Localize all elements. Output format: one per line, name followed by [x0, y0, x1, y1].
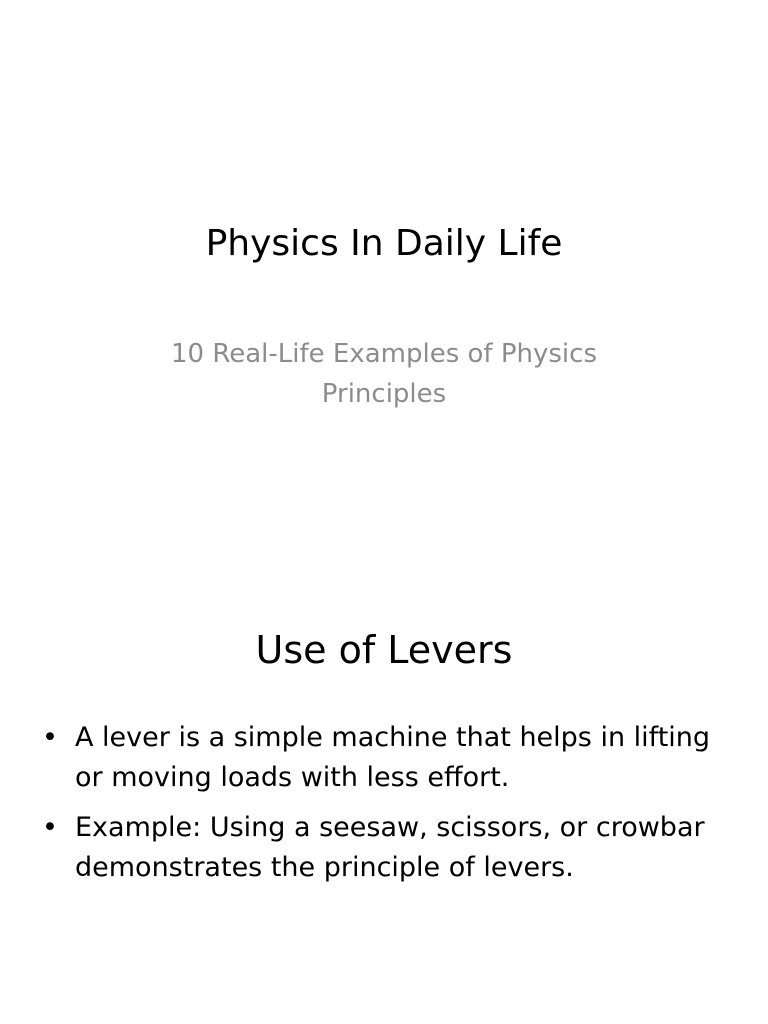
slide-heading: Use of Levers	[255, 628, 513, 672]
bullet-text: Example: Using a seesaw, scissors, or crowbar demonstrates the principle of levers.	[75, 812, 705, 883]
bullet-item	[40, 808, 730, 888]
content-slide	[0, 576, 768, 1024]
bullet-text: A lever is a simple machine that helps in lifting or moving loads with less effort.	[75, 722, 711, 793]
bullet-dot-icon: •	[42, 722, 58, 753]
slide-title: Physics In Daily Life	[205, 223, 563, 264]
bullet-item	[40, 718, 730, 798]
slide-subtitle: 10 Real-Life Examples of Physics Principles	[171, 339, 597, 409]
bullet-list	[40, 718, 730, 898]
bullet-dot-icon: •	[42, 812, 58, 843]
